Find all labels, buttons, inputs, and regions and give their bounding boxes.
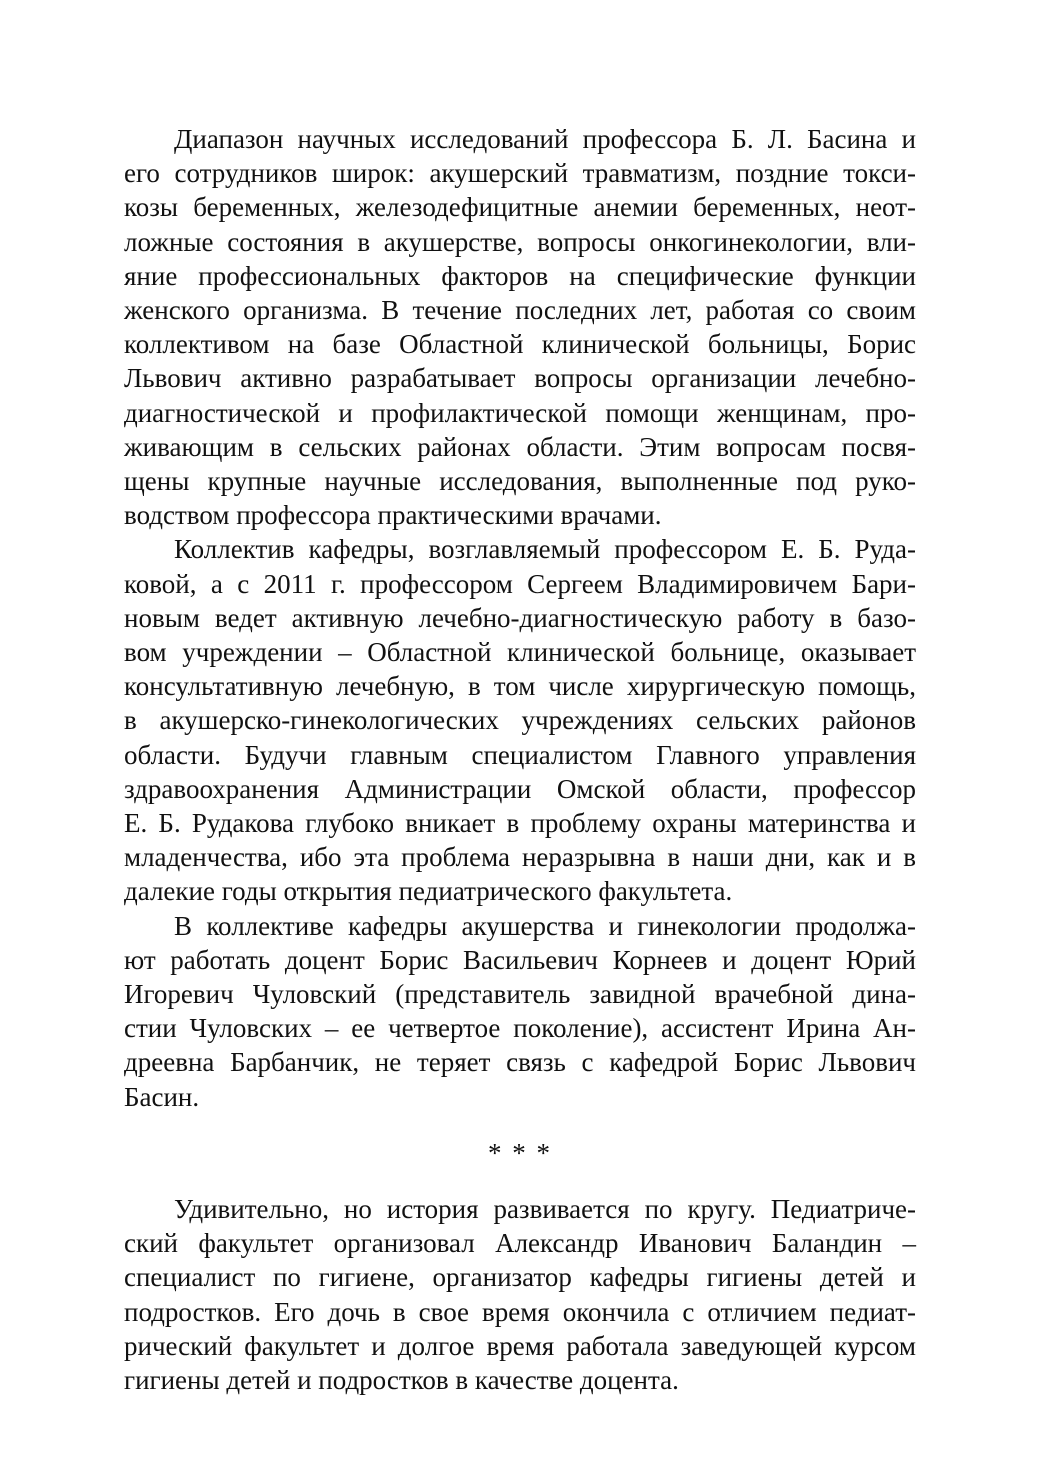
text-line: женского организма. В течение последних лет, работая со своим — [124, 295, 916, 326]
text-line: подростков. Его дочь в свое время окончила с отличием педиат- — [124, 1296, 916, 1327]
text-line: новым ведет активную лечебно-диагностическую работу в базо- — [124, 602, 916, 633]
text-line: дреевна Барбанчик, не теряет связь с кафедрой Борис Львович — [124, 1047, 916, 1078]
paragraph-staff — [124, 909, 916, 1114]
text-line: ский факультет организовал Александр Иванович Баландин – — [124, 1228, 916, 1259]
text-line: диагностической и профилактической помощи женщинам, про- — [124, 397, 916, 428]
text-line: водством профессора практическими врачами. — [124, 500, 662, 531]
text-line: гигиены детей и подростков в качестве доцента. — [124, 1364, 679, 1395]
text-line: ложные состояния в акушерстве, вопросы онкогинекологии, вли- — [124, 226, 916, 257]
text-line: живающим в сельских районах области. Этим вопросам посвя- — [124, 431, 916, 462]
text-line: консультативную лечебную, в том числе хирургическую помощь, — [124, 671, 916, 702]
text-line: здравоохранения Администрации Омской области, профессор — [124, 773, 916, 804]
text-line: ют работать доцент Борис Васильевич Корнеев и доцент Юрий — [124, 944, 916, 975]
text-line: Диапазон научных исследований профессора Б. Л. Басина и — [174, 124, 916, 154]
text-line: области. Будучи главным специалистом Главного управления — [124, 739, 916, 770]
text-line: Игоревич Чуловский (представитель завидной врачебной дина- — [124, 979, 916, 1010]
text-line: младенчества, ибо эта проблема неразрывна в наши дни, как и в — [124, 842, 916, 873]
text-line: специалист по гигиене, организатор кафедры гигиены детей и — [124, 1262, 916, 1293]
paragraph-history — [124, 1192, 916, 1397]
text-line: Е. Б. Рудакова глубоко вникает в проблему охраны материнства и — [124, 808, 916, 839]
text-line: яние профессиональных факторов на специфические функции — [124, 260, 916, 291]
text-line: коллективом на базе Областной клинической больницы, Борис — [124, 329, 916, 360]
text-line: Басин. — [124, 1081, 200, 1112]
text-line: В коллективе кафедры акушерства и гинекологии продолжа- — [174, 910, 916, 941]
paragraph-research-scope — [124, 122, 916, 532]
text-line: Коллектив кафедры, возглавляемый профессором Е. Б. Руда- — [174, 534, 916, 565]
text-line: далекие годы открытия педиатрического факультета. — [124, 876, 733, 907]
text-line: стии Чуловских – ее четвертое поколение), ассистент Ирина Ан- — [124, 1013, 916, 1044]
text-line: рический факультет и долгое время работала заведующей курсом — [124, 1330, 916, 1361]
text-line: в акушерско-гинекологических учреждениях сельских районов — [124, 705, 916, 736]
text-line: вом учреждении – Областной клинической больнице, оказывает — [124, 637, 916, 668]
text-line: Львович активно разрабатывает вопросы организации лечебно- — [124, 363, 916, 394]
section-separator: * * * — [488, 1137, 552, 1168]
text-line: щены крупные научные исследования, выполненные под руко- — [124, 466, 916, 497]
text-line: козы беременных, железодефицитные анемии беременных, неот- — [124, 192, 916, 223]
text-line: Удивительно, но история развивается по кругу. Педиатриче- — [174, 1193, 916, 1224]
text-line: его сотрудников широк: акушерский травматизм, поздние токси- — [124, 158, 916, 189]
page-body — [124, 122, 916, 1397]
paragraph-department-team — [124, 532, 916, 908]
text-line: ковой, а с 2011 г. профессором Сергеем Владимировичем Бари- — [124, 568, 916, 599]
